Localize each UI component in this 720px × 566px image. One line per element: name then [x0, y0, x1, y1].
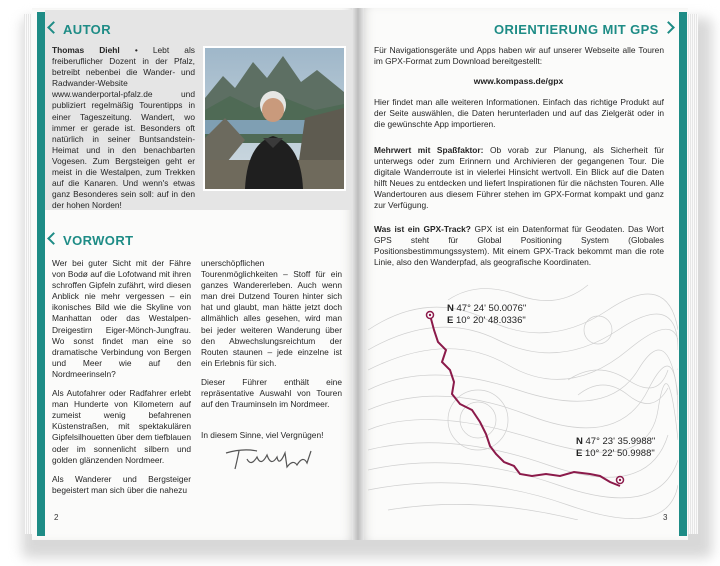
- chevron-icon: [47, 232, 60, 245]
- gps-intro: Für Navigationsgeräte und Apps haben wir auf unserer Webseite alle Touren im GPX-Format zum Download bereitgestellt:: [374, 45, 664, 67]
- paragraph: Als Wanderer und Bergsteiger begeistert man sich über die nahezu: [52, 473, 191, 495]
- download-link[interactable]: www.kompass.de/gpx: [473, 76, 564, 86]
- bold-lead: Was ist ein GPX-Track?: [374, 224, 471, 234]
- coord-value: 47° 23' 35.9988": [585, 436, 656, 447]
- coord-value: 10° 20' 48.0336": [455, 315, 526, 326]
- gps-paragraph-2: Hier findet man alle weiteren Informationen. Einfach das richtige Produkt auf der Seite auswählen, die Daten herunterladen und auf das Zielgerät oder in die gewünschte App importieren.: [374, 97, 664, 130]
- paragraph: Wer bei guter Sicht mit der Fähre von Bodø auf die Lofotwand mit ihren schroffen Gipfeln zufährt, wird diesen Anblick nie mehr vergessen – ein ikonisches Bild wie die Skyline von Manhattan oder das Westalpen-Dreigestirn Eiger-Mönch-Jungfrau. Wo sonst findet man eine so dramatische Verbindung von Bergen und Meer wie auf den Nordmeerinseln?: [52, 258, 191, 379]
- coord-label: E: [576, 448, 583, 459]
- left-accent-bar: [37, 12, 45, 536]
- paragraph-text: GPX ist ein Datenformat für Geodaten. Das Wort GPS steht für Global Positioning System (Globales Positionsbestimmungssystem). Mit einem GPX-Track bekommt man die rote Linie, also den Wanderpfad, als geografische Koordinaten.: [374, 224, 664, 268]
- author-text: • Lebt als freiberuflicher Dozent in der Pfalz, betreibt nebenbei die Wander- und Radwander-Website www.wanderportal-pfalz.de und publiziert regelmäßig Tourentipps in einer Tageszeitung. Wandert, wo immer er gerade ist. Besonders oft natürlich in seiner Buntsandstein-Heimat und in den benachbarten Vogesen. Zum Bergsteigen geht er meist in die Westalpen, zum Trekken auf die Kanaren. Und wenn's etwas ganz Besonderes sein soll: auf in den der hohen Norden!: [52, 45, 195, 211]
- paragraph: Als Autofahrer oder Radfahrer erlebt man Hunderte von Kilometern auf zumeist wenig befahrenen Küstenstraßen, mit spektakulären Gipfelsilhouetten über dem tiefblauen oder im sonnenlicht silbern und golden glänzenden Nordmeer.: [52, 388, 191, 465]
- vorwort-column-1: [52, 258, 191, 504]
- coord-label: N: [447, 303, 454, 314]
- chevron-icon: [662, 21, 675, 34]
- bold-lead: Mehrwert mit Spaßfaktor:: [374, 145, 484, 155]
- book-spine: [352, 8, 364, 540]
- coord-label: E: [447, 315, 454, 326]
- start-coordinates: [447, 303, 526, 327]
- paragraph: In diesem Sinne, viel Vergnügen!: [201, 430, 324, 441]
- paragraph-text: Ob vorab zur Planung, als Sicherheit für unterwegs oder zum Erinnern und Archivieren der gegangenen Tour. Die digitale Wanderroute ist in vielerlei Hinsicht wertvoll. Ein Blick auf die Daten hilft Neues zu entdecken und liefert Inspirationen für die nächsten Touren. Alle Wandertouren aus diesem Führer stehen im GPX-Format kompakt und ganz zur Verfügung.: [374, 145, 664, 211]
- coord-value: 10° 22' 50.9988": [584, 448, 655, 459]
- vorwort-column-2: [201, 258, 342, 449]
- coord-value: 47° 24' 50.0076": [456, 303, 527, 314]
- gps-paragraph-3: [374, 145, 664, 212]
- author-photo: [203, 46, 346, 191]
- author-name: Thomas Diehl: [52, 45, 120, 55]
- gps-heading: ORIENTIERUNG MIT GPS: [494, 22, 673, 37]
- page-edges-right: [688, 14, 698, 534]
- author-bio: [52, 45, 195, 211]
- author-heading: AUTOR: [49, 22, 111, 37]
- author-signature: [223, 445, 315, 478]
- page-number: 3: [663, 513, 668, 522]
- paragraph: Dieser Führer enthält eine repräsentative Auswahl von Touren auf den Trauminseln im Nordmeer.: [201, 376, 342, 410]
- right-accent-bar: [679, 12, 687, 536]
- end-coordinates: [576, 436, 655, 460]
- gps-paragraph-4: [374, 224, 664, 268]
- chevron-icon: [47, 21, 60, 34]
- coord-label: N: [576, 436, 583, 447]
- vorwort-heading: VORWORT: [49, 233, 133, 248]
- page-number: 2: [54, 513, 59, 522]
- paragraph: unerschöpflichen Tourenmöglichkeiten – Stoff für ein ganzes Wandererleben. Auch wenn man drei Dutzend Touren hinter sich hat und glaubt, man hätte jetzt doch allmählich alles gesehen, wird man bei jeder weiteren Wanderung über den Abwechslungsreichtum der Routen staunen – jede einzelne ist ein Erlebnis für sich.: [201, 258, 342, 368]
